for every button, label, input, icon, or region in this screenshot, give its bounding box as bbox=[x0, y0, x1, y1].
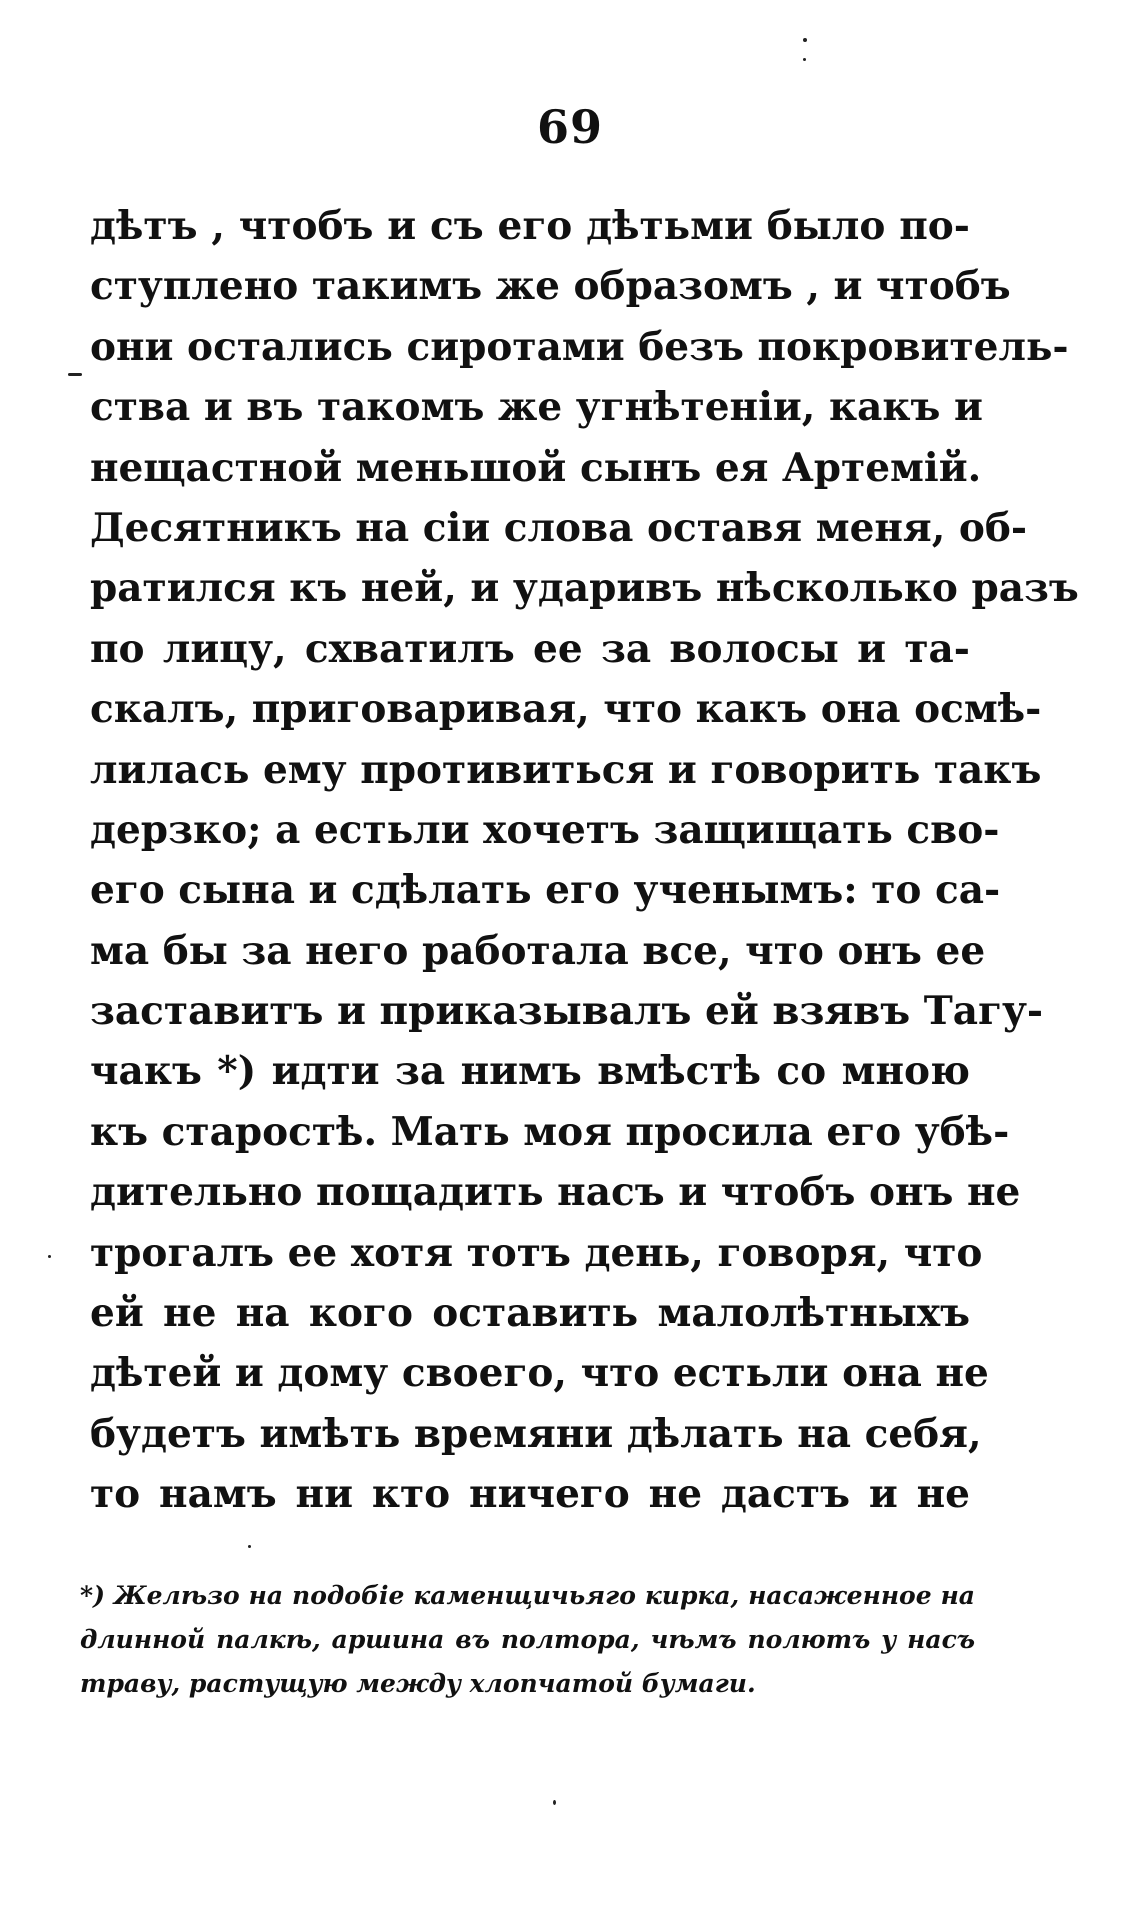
footnote-line: длинной палкѣ, аршина въ полтора, чѣмъ полютъ у насъ bbox=[80, 1625, 975, 1654]
page-number: 69 bbox=[536, 100, 603, 154]
text-line: Десятникъ на сіи слова оставя меня, об- bbox=[90, 504, 1028, 551]
text-line: дерзко; а естьли хочетъ защищать сво- bbox=[90, 806, 1000, 853]
text-line: его сына и сдѣлать его ученымъ: то са- bbox=[90, 867, 1001, 914]
footnote-line: *) Желѣзо на подобіе каменщичьяго кирка, насаженное на bbox=[80, 1581, 975, 1610]
text-line: трогалъ ее хотя тотъ день, говоря, что bbox=[90, 1229, 983, 1276]
text-line: ступлено такимъ же образомъ , и чтобъ bbox=[90, 263, 1011, 310]
ink-speck bbox=[803, 38, 807, 42]
body-text bbox=[90, 196, 1079, 1525]
text-line: ства и въ такомъ же угнѣтеніи, какъ и bbox=[90, 384, 983, 431]
text-line: дѣтей и дому своего, что естьли она не bbox=[90, 1350, 989, 1397]
text-line: чакъ *) идти за нимъ вмѣстѣ со мною bbox=[90, 1048, 970, 1095]
text-line: дѣтъ , чтобъ и съ его дѣтьми было по- bbox=[90, 203, 970, 249]
text-line: заставитъ и приказывалъ ей взявъ Тагу- bbox=[90, 988, 1044, 1035]
text-line: дительно пощадить насъ и чтобъ онъ не bbox=[90, 1169, 1021, 1216]
text-line: ратился къ ней, и ударивъ нѣсколько разъ bbox=[90, 565, 1079, 612]
ink-speck bbox=[68, 373, 82, 376]
text-line: то намъ ни кто ничего не дастъ и не bbox=[90, 1471, 970, 1518]
footnote bbox=[80, 1574, 975, 1706]
text-line: лилась ему противиться и говорить такъ bbox=[90, 746, 1042, 793]
ink-speck bbox=[248, 1545, 251, 1548]
text-line: ей не на кого оставить малолѣтныхъ bbox=[90, 1290, 970, 1337]
text-line: нещастной меньшой сынъ ея Артемій. bbox=[90, 444, 982, 491]
text-line: къ старостѣ. Мать моя просила его убѣ- bbox=[90, 1108, 1010, 1155]
ink-speck bbox=[553, 1800, 556, 1805]
footnote-line: траву, растущую между хлопчатой бумаги. bbox=[80, 1669, 756, 1698]
text-line: по лицу, схватилъ ее за волосы и та- bbox=[90, 625, 970, 672]
text-line: будетъ имѣть времяни дѣлать на себя, bbox=[90, 1410, 982, 1457]
text-line: они остались сиротами безъ покровитель- bbox=[90, 323, 1069, 370]
text-line: скалъ, приговаривая, что какъ она осмѣ- bbox=[90, 686, 1042, 733]
ink-speck bbox=[803, 58, 806, 61]
text-line: ма бы за него работала все, что онъ ее bbox=[90, 927, 986, 974]
ink-speck bbox=[48, 1255, 51, 1258]
